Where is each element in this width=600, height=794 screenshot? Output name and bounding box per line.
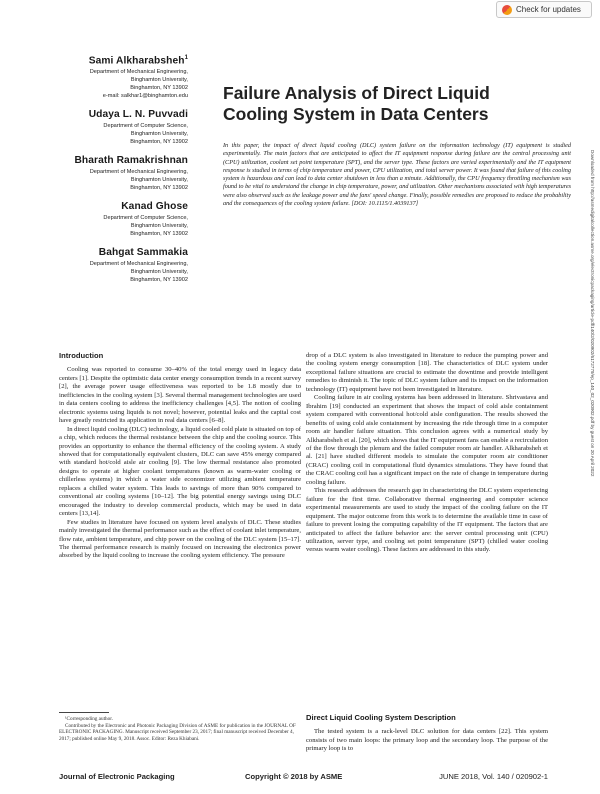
author-footnote-mark: 1 <box>184 55 188 61</box>
section-heading-dlc: Direct Liquid Cooling System Description <box>306 713 456 722</box>
author-name: Bahgat Sammakia <box>98 247 188 259</box>
author-affiliation-line: Binghamton University, <box>130 223 188 230</box>
author-name: Udaya L. N. Puvvadi <box>88 109 188 121</box>
author-affiliation-line: Department of Computer Science, <box>103 215 188 222</box>
body-paragraph: Few studies in literature have focused on system level analysis of DLC. These studies mainly investigated the thermal performance such as the effect of coolant inlet temperature, flow rate, ambient temperature, and chip power on the cooling of the DLC system [15–17]. The thermal performance research is mainly focused on increasing the electronics power absorbed by the liquid cooling to increase the cooling system efficiency. The pressure <box>59 518 301 560</box>
author-affiliation-line: Binghamton, NY 13902 <box>130 139 188 146</box>
copyright: Copyright © 2018 by ASME <box>245 772 343 781</box>
body-paragraph: This research addresses the research gap in characterizing the DLC system experiencing failure for the first time. Collaborative thermal engineering and computer science experimental measurements are used to study the impact of the cooling failure on the IT equipment. The major outcome from this work is to determine the available time in case of failure to prevent losing the computing capability of the IT equipment. The factors that are anticipated to affect the failure behavior are: the server central processing unit (CPU) utilization, server type, and cooling set point temperature (SPT) (chilled water cooling versus warm water cooling). These factors are addressed in this study. <box>306 487 548 554</box>
author-name: Sami Alkharabsheh <box>88 55 185 67</box>
page-info: JUNE 2018, Vol. 140 / 020902-1 <box>439 772 548 781</box>
body-column-right <box>306 352 548 555</box>
author-affiliation-line: Binghamton, NY 13902 <box>130 185 188 192</box>
body-paragraph: In direct liquid cooling (DLC) technology, a liquid cooled cold plate is situated on top of a chip, which reduces the thermal resistance between the chip and the cooling source. This provides an opportunity to enhance the thermal efficiency of the cooling system. A study showed that for computationally equivalent clusters, DLC can save 45% energy compared with standard hot/cold aisle air cooling [9]. The low thermal resistance also promoted designs to operate at higher coolant temperatures (known as warm-water cooling or chillerless systems) in which a water side economizer utilizing ambient temperature replaces a chilled water system. This leads to savings of more than 90% compared to conventional air cooling systems [10–12]. The big potential energy savings using DLC encouraged the industry to develop commercial products, which may be used in data centers [13,14]. <box>59 425 301 518</box>
author-affiliation-line: Binghamton University, <box>130 269 188 276</box>
body-paragraph: drop of a DLC system is also investigated in literature to reduce the pumping power and the cooling system energy consumption [18]. The characteristics of DLC system under exceptional failure situations are crucial to estimate the downtime and provide intelligent remedies to diminish it. The topic of DLC system failure and its impact on the information technology (IT) equipment have not been investigated in literature. <box>306 352 548 393</box>
footnotes <box>59 716 301 742</box>
footnote: ¹Corresponding author. <box>65 716 113 722</box>
journal-name: Journal of Electronic Packaging <box>59 772 175 781</box>
author-email[interactable]: e-mail: salkhar1@binghamton.edu <box>102 93 188 100</box>
body-paragraph: The tested system is a rack-level DLC solution for data centers [22]. This system consists of two main loops: the primary loop and the secondary loop. The purpose of the primary loop is to <box>306 728 548 753</box>
check-for-updates-label: Check for updates <box>516 5 581 14</box>
author-affiliation-line: Department of Mechanical Engineering, <box>89 69 188 76</box>
footnote-rule <box>59 712 109 713</box>
section-heading-introduction: Introduction <box>59 351 104 360</box>
abstract: In this paper, the impact of direct liquid cooling (DLC) system failure on the information technology (IT) equipment is studied experimentally. The main factors that are anticipated to affect the IT equipment response during failure are the central processing unit (CPU) utilization, coolant set point temperature (SPT), and the server type. These factors are varied experimentally and the IT equipment response is studied in terms of chip temperature and power, CPU utilization, and total server power. It was found that failure of this cooling system is hazardous and can lead to data center shutdown in less than a minute. Additionally, the CPU frequency throttling mechanism was found to be vital to understand the change in chip temperature, power, and utilization. Other mechanisms associated with high temperatures were also observed such as the leakage power and the fans' speed change. Finally, possible remedies are proposed to reduce the probability and the consequences of the cooling system failure. [DOI: 10.1115/1.4039137] <box>223 142 571 208</box>
body-paragraph: Cooling was reported to consume 30–40% of the total energy used in legacy data centers [1]. Despite the optimistic data center energy consumption trends in a recent survey [2], the average power usage effectiveness was reported to be 1.8 mostly due to inefficiencies in the cooling system [3]. Several thermal management technologies are used in data centers cooling to address the inefficiency challenges [4,5]. The notion of cooling electronic systems using liquids is not novel; however, potential leaks and the capital cost have greatly restricted its application in real data centers [6–8]. <box>59 366 301 425</box>
download-watermark <box>587 150 597 620</box>
author-affiliation-line: Department of Mechanical Engineering, <box>89 261 188 268</box>
author-block <box>18 247 188 284</box>
author-list <box>18 55 188 293</box>
check-for-updates-badge[interactable] <box>496 1 592 18</box>
author-affiliation-line: Binghamton University, <box>130 131 188 138</box>
author-affiliation-line: Department of Mechanical Engineering, <box>89 169 188 176</box>
author-block <box>18 155 188 192</box>
author-block <box>18 109 188 146</box>
section-dlc-description <box>306 714 548 754</box>
body-paragraph: Cooling failure in air cooling systems has been addressed in literature. Shrivastava and Ibrahim [19] conducted an experiment that shows the impact of cold aisle containment system compared with conventional hot/cold aisle configuration. The results showed the benefits of using cold aisle containment by increasing the ride through time in a computer room air handler failure situation. This conclusion agrees with a numerical study by Alkharabsheh et al. [20], which shows that the IT equipment fans can enable a recirculation of the flow through the plenum and the failed computer room air handler. Alkharabsheh et al. [21] have studied different models to simulate the computer room air conditioner (CRAC) cooling coil in computational fluid dynamics simulations. They have found that the CRAC cooling coil has a significant impact on the rate of change in temperature during cooling failure. <box>306 394 548 486</box>
author-name: Kanad Ghose <box>121 201 188 213</box>
author-affiliation-line: Binghamton, NY 13902 <box>130 85 188 92</box>
footnote: Contributed by the Electronic and Photonic Packaging Division of ASME for publication in the JOURNAL OF ELECTRONIC PACKAGING. Manuscript received September 23, 2017; final manuscript received December 4, 2017; published online May 9, 2018. Assoc. Editor: Reza Khiabani. <box>59 722 296 742</box>
author-affiliation-line: Binghamton University, <box>130 177 188 184</box>
crossmark-icon <box>502 5 512 15</box>
author-affiliation-line: Binghamton, NY 13902 <box>130 277 188 284</box>
author-affiliation-line: Department of Computer Science, <box>103 123 188 130</box>
author-affiliation-line: Binghamton University, <box>130 77 188 84</box>
author-block <box>18 55 188 100</box>
body-column-left <box>59 352 301 561</box>
author-name: Bharath Ramakrishnan <box>74 155 188 167</box>
page-footer <box>59 772 548 784</box>
author-block <box>18 201 188 238</box>
download-watermark-text: Downloaded from http://asmedigitalcollection.asme.org/electronicpackaging/article-pdf/140/2/020902/6172779/ep_140_02_020902.pdf by guest on 20 April 2022 <box>590 150 595 477</box>
author-affiliation-line: Binghamton, NY 13902 <box>130 231 188 238</box>
paper-title: Failure Analysis of Direct Liquid Cooling System in Data Centers <box>223 83 490 124</box>
